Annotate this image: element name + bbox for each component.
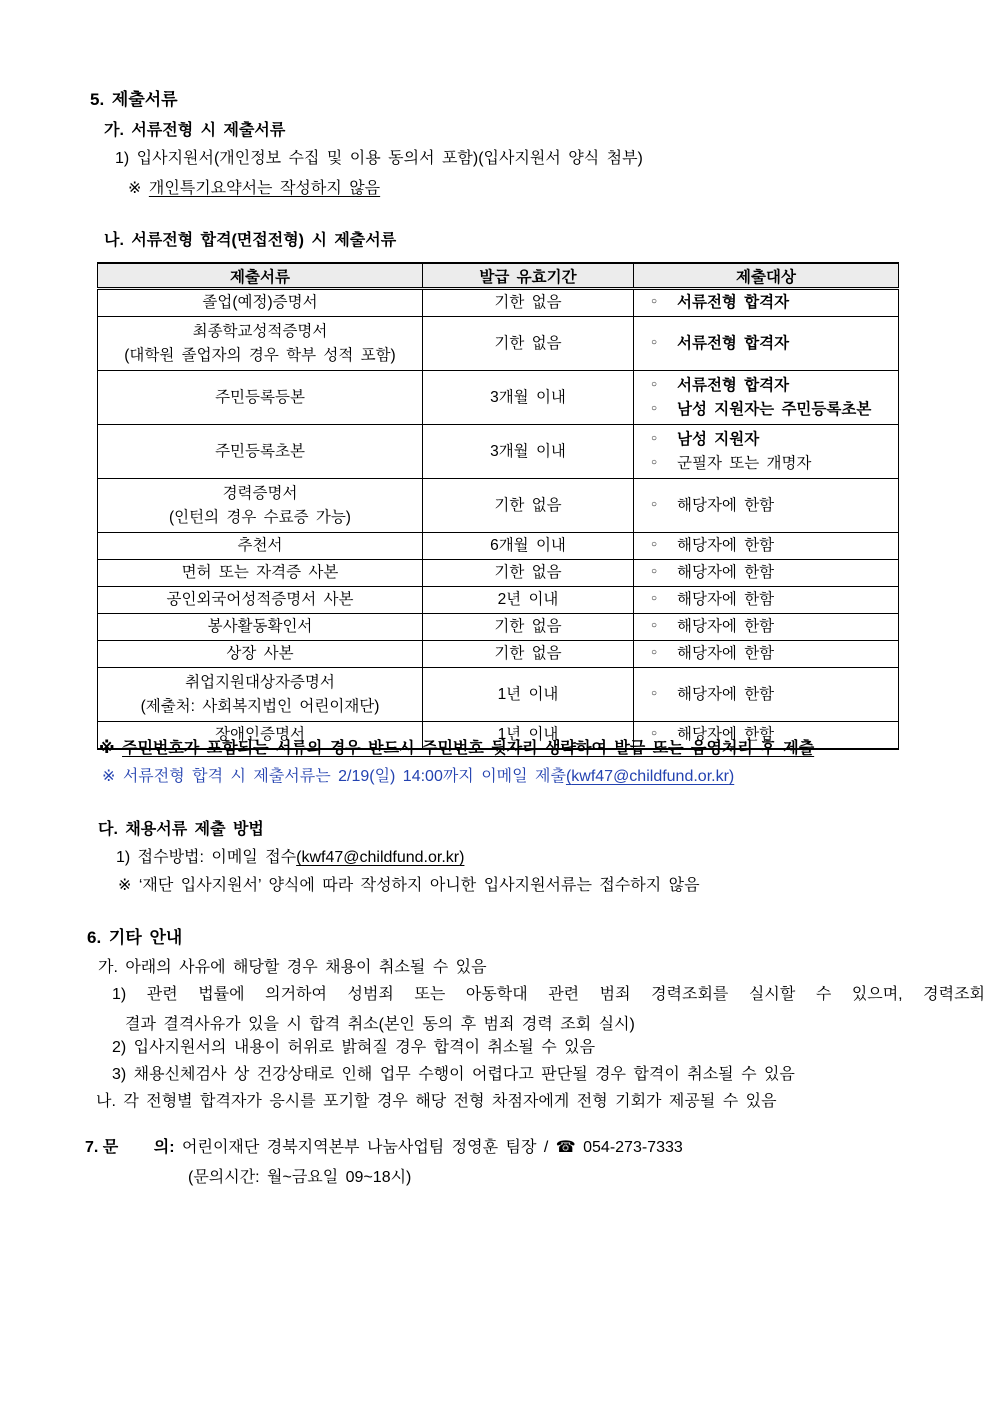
- target-text: 남성 지원자는 주민등록초본: [677, 400, 872, 418]
- table-row: [98, 533, 899, 560]
- table-note-deadline: [102, 765, 734, 789]
- section5-note-text: 개인특기요약서는 작성하지 않음: [148, 180, 381, 197]
- doc-name-line: (제출처: 사회복지법인 어린이재단): [140, 697, 380, 715]
- target-text: 서류전형 합격자: [677, 334, 790, 352]
- doc-name-line: 장애인증명서: [215, 726, 305, 743]
- table-row: [98, 668, 899, 722]
- section6-heading: 6. 기타 안내: [87, 928, 183, 947]
- table-header-target: 제출대상: [634, 263, 899, 289]
- target-line: [647, 374, 898, 398]
- target-line: [647, 452, 898, 476]
- target-line: [647, 494, 898, 518]
- target-text: 서류전형 합격자: [677, 376, 790, 394]
- target-cell: [634, 614, 899, 641]
- circle-bullet-icon: ○: [651, 593, 658, 604]
- circle-bullet-icon: ○: [651, 296, 658, 307]
- section5-sub-b: 나. 서류전형 합격(면접전형) 시 제출서류: [104, 232, 397, 249]
- doc-name-line: 상장 사본: [226, 645, 294, 662]
- doc-name-cell: [98, 614, 423, 641]
- doc-name-line: 추천서: [237, 537, 283, 554]
- validity-cell: 기한 없음: [423, 479, 634, 533]
- target-line: [647, 615, 898, 639]
- target-text: 해당자에 한함: [677, 564, 775, 581]
- doc-name-line: 경력증명서: [222, 484, 298, 502]
- table-header-row: [98, 263, 899, 289]
- doc-name-cell: [98, 371, 423, 425]
- circle-bullet-icon: ○: [651, 336, 658, 348]
- validity-cell: 1년 이내: [423, 722, 634, 750]
- target-text: 남성 지원자: [677, 430, 760, 448]
- phone-icon: ☎: [555, 1139, 576, 1156]
- doc-name-cell: [98, 479, 423, 533]
- target-line: [647, 332, 898, 356]
- circle-bullet-icon: ○: [651, 566, 658, 577]
- contact-line: [85, 1136, 683, 1160]
- paren: ): [728, 768, 735, 785]
- validity-cell: 3개월 이내: [423, 371, 634, 425]
- circle-bullet-icon: ○: [651, 647, 658, 658]
- table-row: [98, 641, 899, 668]
- table-row: [98, 479, 899, 533]
- target-line: [647, 398, 898, 422]
- circle-bullet-icon: ○: [651, 728, 658, 739]
- paren: (: [565, 768, 572, 785]
- table-row: [98, 614, 899, 641]
- submission-method-line: [116, 846, 464, 870]
- section5-note-form: ※ ‘재단 입사지원서’ 양식에 따라 작성하지 아니한 입사지원서류는 접수하지 않음: [118, 877, 700, 894]
- doc-name-line: (대학원 졸업자의 경우 학부 성적 포함): [124, 346, 396, 364]
- doc-name-line: 최종학교성적증명서: [192, 322, 328, 340]
- target-text: 해당자에 한함: [677, 618, 775, 635]
- contact-label: 7. 문 의:: [85, 1139, 175, 1156]
- email-link[interactable]: kwf47@childfund.or.kr: [571, 768, 729, 785]
- table-row: [98, 317, 899, 371]
- section5-sub-a: 가. 서류전형 시 제출서류: [104, 122, 286, 139]
- circle-bullet-icon: ○: [651, 498, 658, 510]
- doc-name-line: 공인외국어성적증명서 사본: [166, 591, 354, 608]
- table-row: [98, 560, 899, 587]
- contact-hours: (문의시간: 월~금요일 09~18시): [188, 1169, 412, 1186]
- target-cell: [634, 479, 899, 533]
- table-header-validity: 발급 유효기간: [423, 263, 634, 289]
- target-line: [647, 291, 898, 315]
- section6-sub-b: 나. 각 전형별 합격자가 응시를 포기할 경우 해당 전형 차점자에게 전형 기회가 제공될 수 있음: [96, 1093, 777, 1110]
- table-row: [98, 587, 899, 614]
- target-line: [647, 683, 898, 707]
- section5-note: [128, 177, 380, 201]
- target-line: [647, 428, 898, 452]
- email-link-2[interactable]: kwf47@childfund.or.kr: [301, 849, 460, 866]
- submission-documents-table: [97, 262, 899, 750]
- paren: ): [459, 849, 465, 866]
- validity-cell: 1년 이내: [423, 668, 634, 722]
- section6-item-2: 2) 입사지원서의 내용이 허위로 밝혀질 경우 합격이 취소될 수 있음: [112, 1039, 596, 1056]
- reference-mark: ※: [128, 180, 142, 197]
- doc-name-cell: [98, 587, 423, 614]
- section5-heading: 5. 제출서류: [90, 90, 178, 109]
- section5-item-1: 1) 입사지원서(개인정보 수집 및 이용 동의서 포함)(입사지원서 양식 첨부): [115, 150, 643, 167]
- circle-bullet-icon: ○: [651, 432, 658, 444]
- doc-name-line: (인턴의 경우 수료증 가능): [169, 508, 351, 526]
- contact-text: 어린이재단 경북지역본부 나눔사업팀 정영훈 팀장 /: [174, 1139, 556, 1156]
- target-cell: [634, 560, 899, 587]
- validity-cell: 기한 없음: [423, 641, 634, 668]
- target-line: [647, 534, 898, 558]
- validity-cell: 기한 없음: [423, 614, 634, 641]
- validity-cell: 2년 이내: [423, 587, 634, 614]
- target-line: [647, 561, 898, 585]
- validity-cell: 6개월 이내: [423, 533, 634, 560]
- table-row: [98, 425, 899, 479]
- target-cell: [634, 289, 899, 317]
- target-text: 해당자에 한함: [677, 726, 775, 743]
- target-text: 해당자에 한함: [677, 537, 775, 554]
- doc-name-cell: [98, 425, 423, 479]
- paren: (: [296, 849, 302, 866]
- contact-phone: 054-273-7333: [575, 1139, 683, 1156]
- table-row: [98, 289, 899, 317]
- doc-name-line: 봉사활동확인서: [207, 618, 313, 635]
- table-header-doc: 제출서류: [98, 263, 423, 289]
- target-text: 해당자에 한함: [677, 496, 775, 514]
- table-note-deadline-text: ※ 서류전형 합격 시 제출서류는 2/19(일) 14:00까지 이메일 제출: [102, 768, 566, 785]
- circle-bullet-icon: ○: [651, 687, 658, 699]
- target-text: 해당자에 한함: [677, 645, 775, 662]
- target-cell: [634, 371, 899, 425]
- doc-name-cell: [98, 641, 423, 668]
- target-cell: [634, 587, 899, 614]
- target-cell: [634, 668, 899, 722]
- table-row: [98, 371, 899, 425]
- reference-mark: ※: [99, 740, 115, 757]
- target-cell: [634, 641, 899, 668]
- validity-cell: 3개월 이내: [423, 425, 634, 479]
- validity-cell: 기한 없음: [423, 317, 634, 371]
- doc-name-cell: [98, 668, 423, 722]
- circle-bullet-icon: ○: [651, 402, 658, 414]
- doc-name-line: 주민등록등본: [215, 388, 305, 406]
- doc-name-line: 졸업(예정)증명서: [202, 294, 318, 311]
- section6-item-3: 3) 채용신체검사 상 건강상태로 인해 업무 수행이 어렵다고 판단될 경우 합격이 취소될 수 있음: [112, 1066, 795, 1083]
- circle-bullet-icon: ○: [651, 378, 658, 390]
- target-line: [647, 642, 898, 666]
- doc-name-cell: [98, 317, 423, 371]
- submission-method-text: 1) 접수방법: 이메일 접수: [116, 849, 297, 866]
- target-text: 해당자에 한함: [677, 591, 775, 608]
- doc-name-line: 주민등록초본: [215, 442, 305, 460]
- circle-bullet-icon: ○: [651, 539, 658, 550]
- section6-item-1-line-1: 1) 관련 법률에 의거하여 성범죄 또는 아동학대 관련 범죄 경력조회를 실시할 수 있으며, 경력조회: [112, 986, 985, 1003]
- table-note-privacy: [99, 737, 814, 761]
- doc-name-cell: [98, 289, 423, 317]
- target-line: [647, 588, 898, 612]
- doc-name-line: 면허 또는 자격증 사본: [181, 564, 339, 581]
- circle-bullet-icon: ○: [651, 620, 658, 631]
- doc-name-cell: [98, 560, 423, 587]
- validity-cell: 기한 없음: [423, 560, 634, 587]
- section6-item-1: [112, 984, 985, 1036]
- section6-sub-a: 가. 아래의 사유에 해당할 경우 채용이 취소될 수 있음: [98, 959, 487, 976]
- doc-name-cell: [98, 533, 423, 560]
- circle-bullet-icon: ○: [651, 456, 658, 468]
- table-note-privacy-text: 주민번호가 포함되는 서류의 경우 반드시 주민번호 뒷자리 생략하여 발급 또는 음영처리 후 제출: [122, 740, 815, 757]
- section5-sub-c: 다. 채용서류 제출 방법: [98, 821, 264, 838]
- target-text: 서류전형 합격자: [677, 294, 790, 311]
- target-text: 군필자 또는 개명자: [677, 454, 812, 472]
- target-cell: [634, 317, 899, 371]
- target-cell: [634, 425, 899, 479]
- validity-cell: 기한 없음: [423, 289, 634, 317]
- doc-name-line: 취업지원대상자증명서: [185, 673, 335, 691]
- target-text: 해당자에 한함: [677, 685, 775, 703]
- target-cell: [634, 533, 899, 560]
- section6-item-1-line-2: 결과 결격사유가 있을 시 합격 취소(본인 동의 후 범죄 경력 조회 실시): [125, 1016, 635, 1033]
